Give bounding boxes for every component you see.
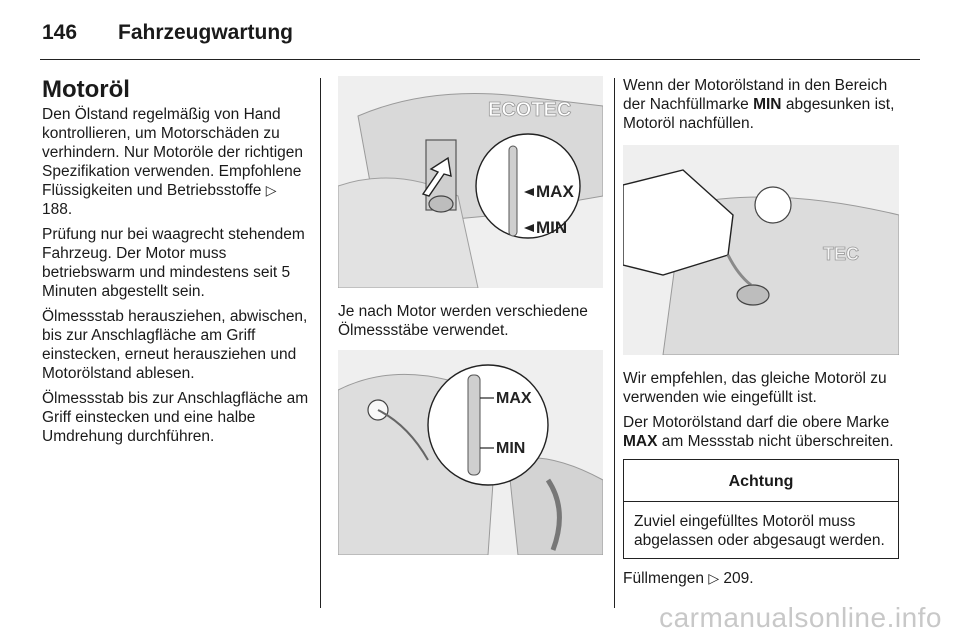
max-mark-label-2: MAX <box>496 390 532 407</box>
figure-caption: Je nach Motor werden verschiedene Ölmessstäbe verwendet. <box>338 303 588 339</box>
max-text-b: am Messstab nicht überschreiten. <box>661 433 894 450</box>
section-heading: Motoröl <box>42 76 130 103</box>
oil-refill-figure <box>623 145 899 355</box>
paragraph-1-text: Den Ölstand regelmäßig von Hand kontrollieren, um Motorschäden zu verhindern. Nur Motoröle der richtigen Spezifikation verwenden. Empfohlene Flüssigkeiten und Betriebsstoffe <box>42 106 304 199</box>
page-title: Fahrzeugwartung <box>118 21 294 44</box>
caution-body: Zuviel eingefülltes Motoröl muss abgelassen oder abgesaugt werden. <box>634 513 885 549</box>
paragraph-4: Ölmessstab bis zur Anschlagfläche am Griff einstecken und eine halbe Umdrehung durchführen. <box>42 390 309 445</box>
refill-paragraph <box>623 76 905 133</box>
dipstick-location-figure <box>338 76 603 288</box>
max-mark-label: MAX <box>536 182 574 201</box>
max-text-a: Der Motorölstand darf die obere Marke <box>623 414 890 431</box>
caution-box <box>623 459 899 559</box>
page-reference[interactable]: 188. <box>42 201 73 218</box>
min-mark-inline: MIN <box>753 96 782 113</box>
column-2 <box>338 76 606 555</box>
watermark: carmanualsonline.info <box>659 602 942 633</box>
column-divider-1 <box>320 78 321 608</box>
caution-title: Achtung <box>624 460 898 502</box>
page-header <box>42 18 293 48</box>
engine-brand-text-3: TEC <box>823 244 859 264</box>
column-1 <box>42 76 310 452</box>
engine-brand-text: ECOTEC <box>488 99 572 121</box>
paragraph-3: Ölmessstab herausziehen, abwischen, bis zur Anschlagfläche am Griff einstecken, erneut herausziehen und Motorölstand ablesen. <box>42 308 308 382</box>
ref-arrow-icon: ▷ <box>708 570 720 586</box>
max-mark-inline: MAX <box>623 433 658 450</box>
column-divider-2 <box>614 78 615 608</box>
column-3 <box>623 76 905 594</box>
capacity-text: Füllmengen <box>623 570 704 587</box>
min-mark-label: MIN <box>536 218 568 237</box>
min-mark-label-2: MIN <box>496 440 526 457</box>
capacity-reference <box>623 569 905 588</box>
capacity-page-reference[interactable]: 209. <box>723 570 754 587</box>
header-rule <box>40 59 920 60</box>
dipstick-variant-figure <box>338 350 603 555</box>
refill-text-b: abgesunken ist, Motoröl nachfüllen. <box>623 96 895 132</box>
paragraph-1 <box>42 105 310 219</box>
ref-arrow-icon: ▷ <box>265 182 277 198</box>
paragraph-2: Prüfung nur bei waagrecht stehendem Fahrzeug. Der Motor muss betriebswarm und mindestens seit 5 Minuten abgestellt sein. <box>42 226 305 300</box>
recommendation-paragraph: Wir empfehlen, das gleiche Motoröl zu verwenden wie eingefüllt ist. <box>623 370 887 406</box>
refill-text-a: Wenn der Motorölstand in den Bereich der Nachfüllmarke <box>623 77 888 113</box>
max-warning-paragraph <box>623 413 905 451</box>
page-number: 146 <box>42 21 78 44</box>
